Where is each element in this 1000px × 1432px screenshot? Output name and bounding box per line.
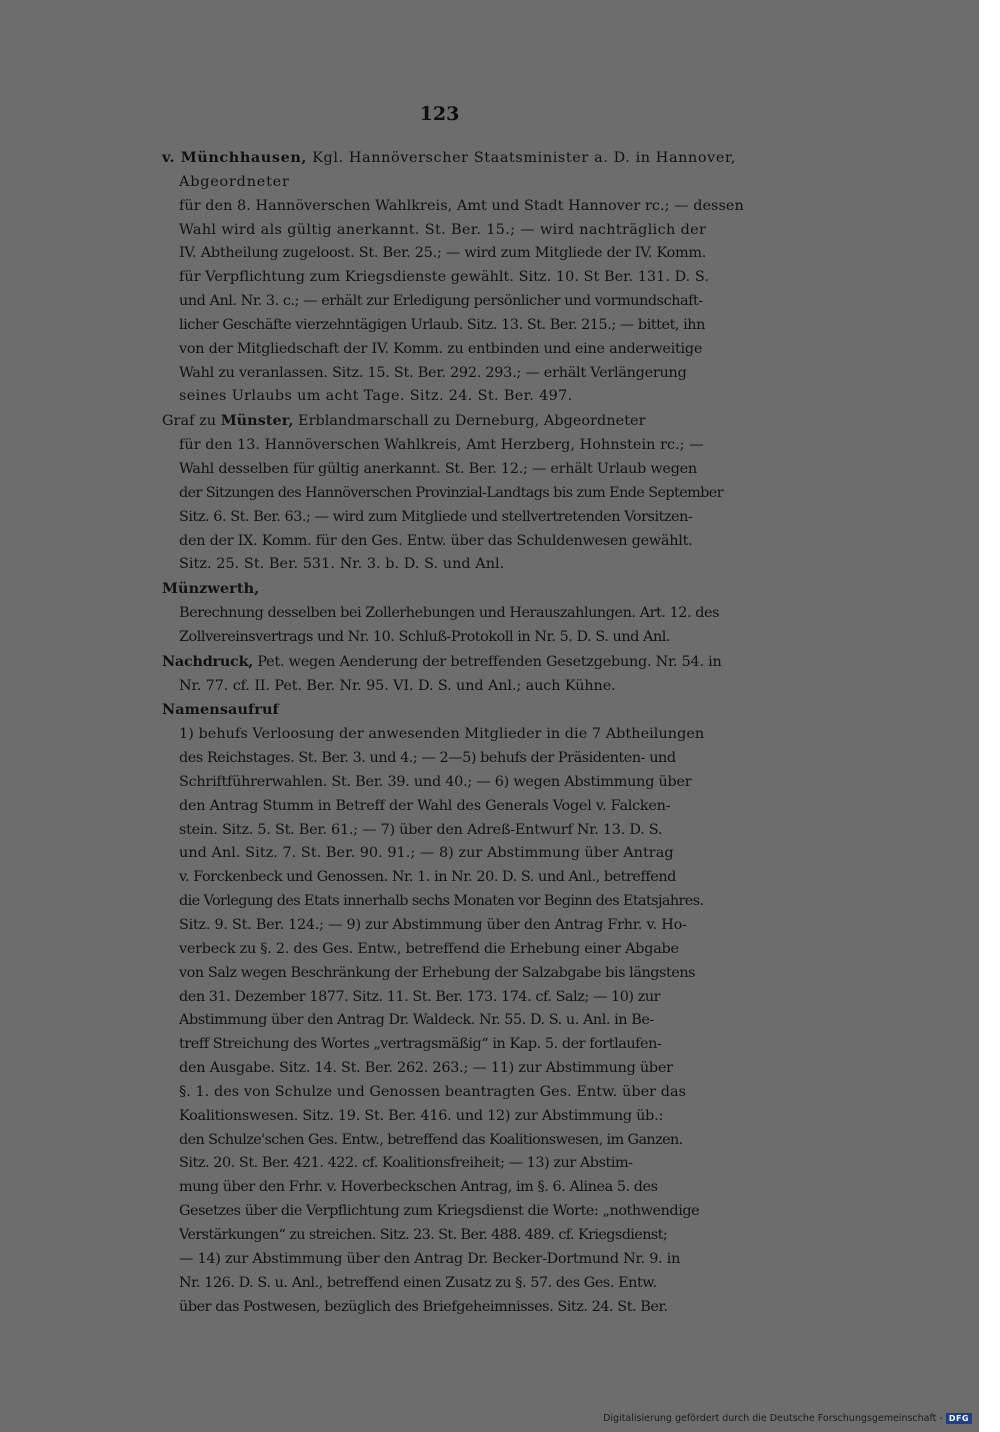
- index-entry-nachdruck: [162, 650, 730, 699]
- entry-line: Wahl desselben für gültig anerkannt. St. Ber. 12.; — erhält Urlaub wegen: [179, 460, 697, 477]
- entry-line: — 14) zur Abstimmung über den Antrag Dr. Becker-Dortmund Nr. 9. in: [179, 1250, 681, 1267]
- entry-description: Kgl. Hannöverscher Staatsminister a. D. in Hannover,: [312, 150, 737, 166]
- entry-line: und Anl. Sitz. 7. St. Ber. 90. 91.; — 8) zur Abstimmung über Antrag: [179, 845, 674, 862]
- index-entry-muenchhausen: [162, 146, 744, 409]
- entry-line: Nr. 77. cf. II. Pet. Ber. Nr. 95. VI. D. S. und Anl.; auch Kühne.: [179, 677, 616, 694]
- entry-line: den Schulze'schen Ges. Entw., betreffend das Koalitionswesen, im Ganzen.: [179, 1131, 683, 1148]
- footer-text: Digitalisierung gefördert durch die Deutsche Forschungsgemeinschaft -: [603, 1413, 943, 1424]
- entry-line: Sitz. 6. St. Ber. 63.; — wird zum Mitgliede und stellvertretenden Vorsitzen-: [179, 508, 693, 525]
- entry-line: mung über den Frhr. v. Hoverbeckschen Antrag, im §. 6. Alinea 5. des: [179, 1179, 658, 1196]
- entry-line: und Anl. Nr. 3. c.; — erhält zur Erledigung persönlicher und vormundschaft-: [179, 293, 703, 310]
- entry-line: für den 8. Hannöverschen Wahlkreis, Amt und Stadt Hannover rc.; — dessen: [179, 197, 744, 214]
- entry-line: den Ausgabe. Sitz. 14. St. Ber. 262. 263.; — 11) zur Abstimmung über: [179, 1060, 673, 1077]
- entry-line: die Vorlegung des Etats innerhalb sechs Monaten vor Beginn des Etatsjahres.: [179, 893, 704, 910]
- entry-line: der Sitzungen des Hannöverschen Provinzial-Landtags bis zum Ende September: [179, 484, 723, 501]
- entry-line: Gesetzes über die Verpflichtung zum Kriegsdienst die Worte: „nothwendige: [179, 1203, 700, 1220]
- entry-heading: [162, 698, 730, 723]
- entry-line: Berechnung desselben bei Zollerhebungen und Herauszahlungen. Art. 12. des: [179, 605, 720, 622]
- entry-description: Erblandmarschall zu Derneburg, Abgeordneter: [298, 413, 646, 430]
- entry-line: stein. Sitz. 5. St. Ber. 61.; — 7) über den Adreß-Entwurf Nr. 13. D. S.: [179, 821, 663, 838]
- entry-line: Sitz. 20. St. Ber. 421. 422. cf. Koalitionsfreiheit; — 13) zur Abstim-: [179, 1155, 633, 1172]
- entry-line: von der Mitgliedschaft der IV. Komm. zu entbinden und eine anderweitige: [179, 340, 703, 357]
- entry-line: Koalitionswesen. Sitz. 19. St. Ber. 416. und 12) zur Abstimmung üb.:: [179, 1107, 664, 1124]
- entry-line: über das Postwesen, bezüglich des Briefgeheimnisses. Sitz. 24. St. Ber.: [179, 1298, 668, 1315]
- entry-line: den der IX. Komm. für den Ges. Entw. über das Schuldenwesen gewählt.: [179, 532, 693, 549]
- entry-line: Wahl wird als gültig anerkannt. St. Ber. 15.; — wird nachträglich der: [179, 221, 707, 238]
- funding-footer: [603, 1413, 972, 1424]
- entry-line: des Reichstages. St. Ber. 3. und 4.; — 2—5) behufs der Präsidenten- und: [179, 750, 676, 767]
- index-entry-muenster: [162, 409, 730, 577]
- entry-line: den 31. Dezember 1877. Sitz. 11. St. Ber. 173. 174. cf. Salz; — 10) zur: [179, 988, 661, 1005]
- entry-heading: [162, 146, 737, 171]
- entry-line: IV. Abtheilung zugeloost. St. Ber. 25.; — wird zum Mitgliede der IV. Komm.: [179, 245, 707, 262]
- entry-line: licher Geschäfte vierzehntägigen Urlaub. Sitz. 13. St. Ber. 215.; — bittet, ihn: [179, 316, 705, 333]
- entry-line: von Salz wegen Beschränkung der Erhebung der Salzabgabe bis längstens: [179, 964, 696, 981]
- entry-prefix: Graf zu: [162, 413, 217, 430]
- entry-line: den Antrag Stumm in Betreff der Wahl des Generals Vogel v. Falcken-: [179, 797, 671, 814]
- entry-name: Namensaufruf: [162, 701, 279, 719]
- right-margin-strip: [979, 0, 1000, 1432]
- entry-name: Münster,: [220, 412, 294, 430]
- entry-name: Nachdruck,: [162, 652, 254, 670]
- entry-heading: [162, 650, 730, 675]
- entry-line: verbeck zu §. 2. des Ges. Entw., betreffend die Erhebung einer Abgabe: [179, 940, 679, 957]
- entry-line: Sitz. 25. St. Ber. 531. Nr. 3. b. D. S. und Anl.: [179, 556, 505, 573]
- entry-heading: [162, 577, 730, 602]
- entry-line: Zollvereinsvertrags und Nr. 10. Schluß-Protokoll in Nr. 5. D. S. und Anl.: [179, 628, 671, 645]
- entry-line: Abstimmung über den Antrag Dr. Waldeck. Nr. 55. D. S. u. Anl. in Be-: [179, 1012, 654, 1029]
- entry-line: Wahl zu veranlassen. Sitz. 15. St. Ber. 292. 293.; — erhält Verlängerung: [179, 364, 687, 381]
- entry-line: für Verpflichtung zum Kriegsdienste gewählt. Sitz. 10. St Ber. 131. D. S.: [179, 269, 709, 286]
- dfg-logo: DFG: [946, 1413, 972, 1424]
- index-entries: [162, 146, 744, 1319]
- index-entry-namensaufruf: [162, 698, 730, 1319]
- entry-line: v. Forckenbeck und Genossen. Nr. 1. in Nr. 20. D. S. und Anl., betreffend: [179, 869, 676, 886]
- page-number: 123: [419, 103, 460, 125]
- entry-line: Schriftführerwahlen. St. Ber. 39. und 40.; — 6) wegen Abstimmung über: [179, 773, 692, 790]
- entry-name: v. Münchhausen,: [162, 149, 307, 166]
- entry-name: Münzwerth,: [162, 580, 260, 598]
- entry-line: Sitz. 9. St. Ber. 124.; — 9) zur Abstimmung über den Antrag Frhr. v. Ho-: [179, 917, 687, 933]
- entry-line: seines Urlaubs um acht Tage. Sitz. 24. St. Ber. 497.: [179, 388, 573, 405]
- entry-line: §. 1. des von Schulze und Genossen beantragten Ges. Entw. über das: [179, 1083, 687, 1100]
- entry-line: Nr. 126. D. S. u. Anl., betreffend einen Zusatz zu §. 57. des Ges. Entw.: [179, 1274, 657, 1291]
- entry-line: treff Streichung des Wortes „vertragsmäßig“ in Kap. 5. der fortlaufen-: [179, 1036, 662, 1053]
- entry-line: Verstärkungen“ zu streichen. Sitz. 23. St. Ber. 488. 489. cf. Kriegsdienst;: [179, 1226, 668, 1243]
- index-entry-muenzwerth: [162, 577, 730, 650]
- entry-heading: [162, 409, 730, 434]
- entry-description: Pet. wegen Aenderung der betreffenden Gesetzgebung. Nr. 54. in: [257, 653, 722, 670]
- entry-line: 1) behufs Verloosung der anwesenden Mitglieder in die 7 Abtheilungen: [179, 726, 705, 743]
- entry-heading-continuation: Abgeordneter: [179, 173, 290, 190]
- entry-line: für den 13. Hannöverschen Wahlkreis, Amt Herzberg, Hohnstein rc.; —: [179, 437, 704, 454]
